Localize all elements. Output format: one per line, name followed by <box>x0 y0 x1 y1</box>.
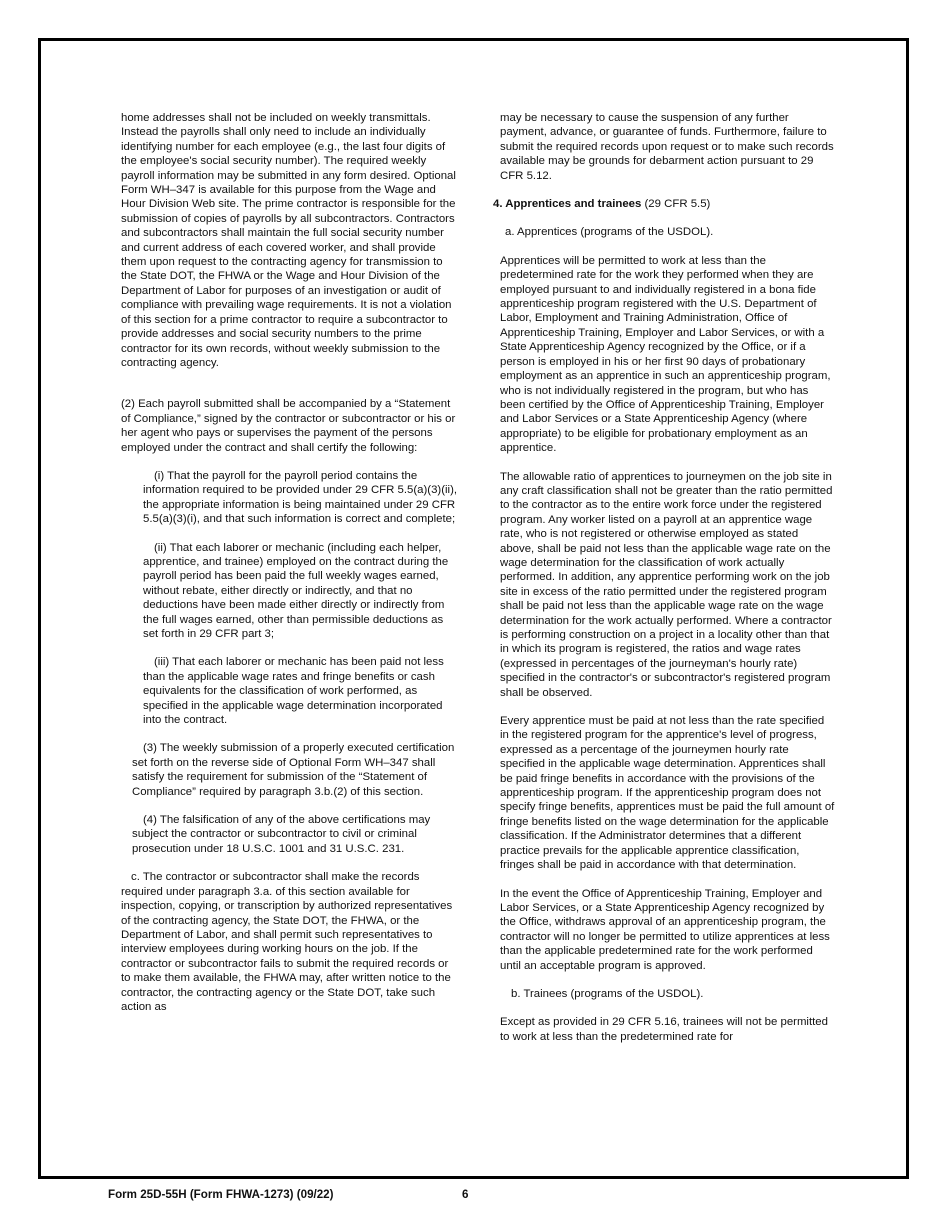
paragraph-statement-of-compliance: (2) Each payroll submitted shall be accompanied by a “Statement of Compliance,” signed by the contractor or subcontractor or his or her agent who pays or supervises the payment of the persons employed under the contract and shall certify the following: <box>121 398 456 454</box>
paragraph-withdrawal: In the event the Office of Apprenticeship Training, Employer and Labor Services, or a State Apprenticeship Agency recognized by the Office, withdraws approval of an apprenticeship program, the contractor will no longer be permitted to utilize apprentices at less than the applicable predetermined rate for the work performed until an acceptable program is approved. <box>500 887 830 972</box>
paragraph-trainees: Except as provided in 29 CFR 5.16, trainees will not be permitted to work at less than the predetermined rate for <box>500 1016 828 1043</box>
section-heading-bold: 4. Apprentices and trainees <box>493 198 642 211</box>
paragraph-apprentices-permitted: Apprentices will be permitted to work at less than the predetermined rate for the work they performed when they are employed pursuant to and individually registered in a bona fide apprenticeship program registered with the U.S. Department of Labor, Employment and Training Administration, Office of Apprenticeship Training, Employer and Labor Services, or with a State Apprenticeship Agency recognized by the Office, or if a person is employed in his or her first 90 days of probationary employment as an apprentice in such an apprenticeship program, who is not individually registered in the program, but who has been certified by the Office of Apprenticeship Training, Employer and Labor Services or a State Apprenticeship Agency (where appropriate) to be eligible for probationary employment as an apprentice. <box>500 254 831 455</box>
paragraph-payroll-addresses: home addresses shall not be included on weekly transmittals. Instead the payrolls shall only need to include an individually identifying number for each employee (e.g., the last four digits of the employee's social security number). The required weekly payroll information may be submitted in any form desired. Optional Form WH–347 is available for this purpose from the Wage and Hour Division Web site. The prime contractor is responsible for the submission of copies of payrolls by all subcontractors. Contractors and subcontractors shall maintain the full social security number and current address of each covered worker, and shall provide them upon request to the contracting agency for transmission to the State DOT, the FHWA or the Wage and Hour Division of the Department of Labor for purposes of an investigation or audit of compliance with prevailing wage requirements. It is not a violation of this section for a prime contractor to require a subcontractor to provide addresses and social security numbers to the prime contractor for its own records, without weekly submission to the contracting agency. <box>121 112 456 369</box>
section-heading-ref: (29 CFR 5.5) <box>641 198 711 211</box>
paragraph-cert-iii: (iii) That each laborer or mechanic has been paid not less than the applicable wage rates and fringe benefits or cash equivalents for the classification of work performed, as specified in the applicable wage determination incorporated into the contract. <box>143 656 444 727</box>
paragraph-weekly-submission: (3) The weekly submission of a properly executed certification set forth on the reverse side of Optional Form WH–347 shall satisfy the requirement for submission of the “Statement of Compliance” required by paragraph 3.b.(2) of this section. <box>132 742 455 798</box>
paragraph-records-available: c. The contractor or subcontractor shall make the records required under paragraph 3.a. of this section available for inspection, copying, or transcription by authorized representatives of the contracting agency, the State DOT, the FHWA, or the Department of Labor, and shall permit such representatives to interview employees during working hours on the job. If the contractor or subcontractor fails to submit the required records or to make them available, the FHWA may, after written notice to the contractor, the contracting agency or the State DOT, take such action as <box>121 871 453 1013</box>
subheading-apprentices-usdol: a. Apprentices (programs of the USDOL). <box>505 226 714 239</box>
paragraph-falsification: (4) The falsification of any of the above certifications may subject the contractor or subcontractor to civil or criminal prosecution under 18 U.S.C. 1001 and 31 U.S.C. 231. <box>132 814 431 855</box>
paragraph-allowable-ratio: The allowable ratio of apprentices to journeymen on the job site in any craft classification shall not be greater than the ratio permitted to the contractor as to the entire work force under the registered program. Any worker listed on a payroll at an apprentice wage rate, who is not registered or otherwise employed as stated above, shall be paid not less than the applicable wage rate on the wage determination for the classification of work actually performed. In addition, any apprentice performing work on the job site in excess of the ratio permitted under the registered program shall be paid not less than the applicable wage rate on the wage determination for the work actually performed. Where a contractor is performing construction on a project in a locality other than that in which its program is registered, the ratios and wage rates (expressed in percentages of the journeyman's hourly rate) specified in the contractor's or subcontractor's registered program shall be observed. <box>500 470 833 699</box>
left-column <box>121 111 459 1028</box>
subheading-trainees-usdol: b. Trainees (programs of the USDOL). <box>511 987 704 1000</box>
paragraph-cert-ii: (ii) That each laborer or mechanic (including each helper, apprentice, and trainee) employed on the contract during the payroll period has been paid the full weekly wages earned, without rebate, either directly or indirectly, and that no deductions have been made either directly or indirectly from the full wages earned, other than permissible deductions as set forth in 29 CFR part 3; <box>143 541 449 640</box>
footer-form-label: Form 25D-55H (Form FHWA-1273) (09/22) <box>108 1188 334 1201</box>
paragraph-apprentice-pay: Every apprentice must be paid at not less than the rate specified in the registered program for the apprentice's level of progress, expressed as a percentage of the journeymen hourly rate specified in the applicable wage determination. Apprentices shall be paid fringe benefits in accordance with the provisions of the apprenticeship program. If the apprenticeship program does not specify fringe benefits, apprentices must be paid the full amount of fringe benefits listed on the wage determination for the applicable classification. If the Administrator determines that a different practice prevails for the applicable apprentice classification, fringes shall be paid in accordance with that determination. <box>500 715 835 872</box>
paragraph-suspension: may be necessary to cause the suspension of any further payment, advance, or guarantee of funds. Furthermore, failure to submit the required records upon request or to make such records available may be grounds for debarment action pursuant to 29 CFR 5.12. <box>500 112 834 182</box>
footer-page-number: 6 <box>462 1188 469 1201</box>
section-heading-apprentices <box>493 197 835 211</box>
paragraph-cert-i: (i) That the payroll for the payroll period contains the information required to be provided under 29 CFR 5.5(a)(3)(ii), the appropriate information is being maintained under 29 CFR 5.5(a)(3)(i), and that such information is correct and complete; <box>143 469 458 526</box>
right-column <box>493 111 835 1058</box>
